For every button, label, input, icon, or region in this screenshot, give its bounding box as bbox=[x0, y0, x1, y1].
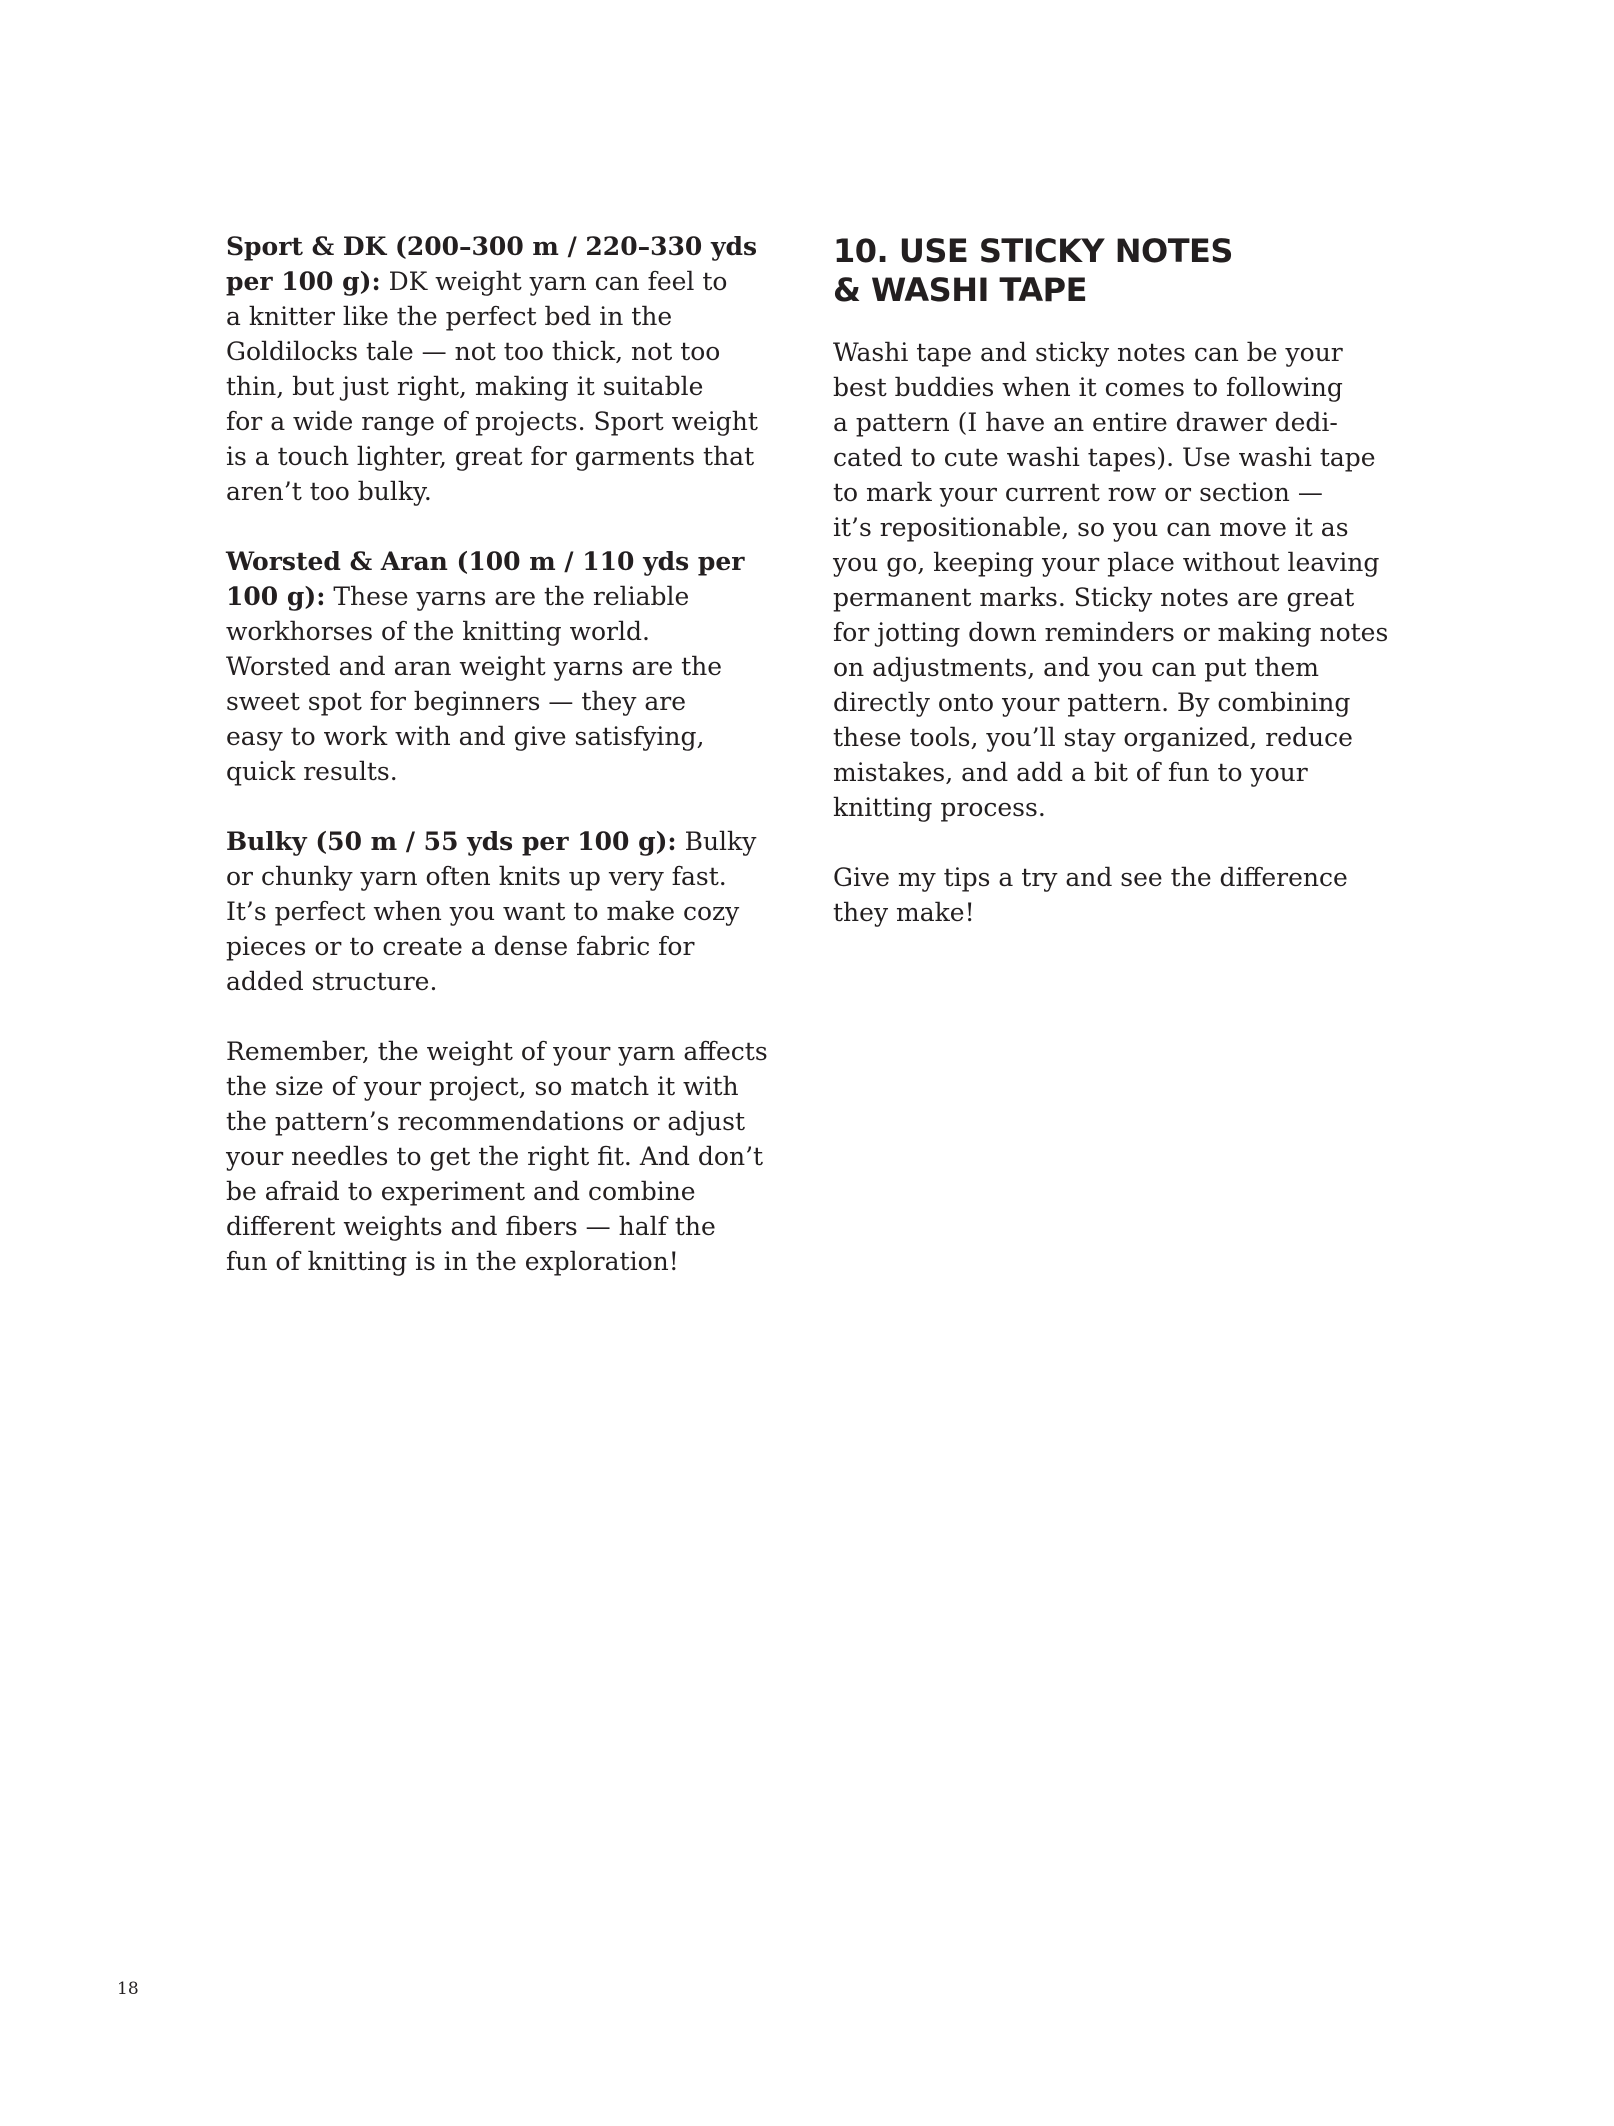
body-text: knitting process. bbox=[833, 793, 1046, 822]
body-text: These yarns are the reliable bbox=[325, 582, 690, 611]
body-text: to mark your current row or section — bbox=[833, 478, 1323, 507]
body-text: easy to work with and give satisfying, bbox=[226, 722, 705, 751]
body-text: thin, but just right, making it suitable bbox=[226, 372, 704, 401]
body-text: permanent marks. Sticky notes are great bbox=[833, 583, 1355, 612]
body-text: the size of your project, so match it with bbox=[226, 1072, 739, 1101]
text-line bbox=[833, 895, 1378, 930]
text-line bbox=[833, 685, 1378, 720]
text-line bbox=[226, 1139, 764, 1174]
bold-lead-text: Worsted & Aran (100 m / 110 yds per bbox=[226, 547, 745, 576]
text-line bbox=[833, 580, 1378, 615]
text-line bbox=[226, 649, 756, 684]
text-line bbox=[226, 859, 756, 894]
body-text: it’s repositionable, so you can move it as bbox=[833, 513, 1349, 542]
body-text: Remember, the weight of your yarn affects bbox=[226, 1037, 768, 1066]
body-text: is a touch lighter, great for garments that bbox=[226, 442, 755, 471]
body-text: Worsted and aran weight yarns are the bbox=[226, 652, 723, 681]
text-line bbox=[833, 720, 1378, 755]
text-line bbox=[226, 579, 756, 614]
paragraph-remember bbox=[226, 1034, 768, 1279]
text-line bbox=[226, 1209, 756, 1244]
text-line bbox=[226, 474, 756, 509]
text-line bbox=[833, 650, 1378, 685]
body-text: sweet spot for beginners — they are bbox=[226, 687, 687, 716]
text-line bbox=[833, 755, 1378, 790]
paragraph-closing bbox=[833, 860, 1378, 930]
text-line bbox=[226, 439, 756, 474]
text-line bbox=[226, 229, 756, 264]
text-line bbox=[226, 1174, 756, 1209]
text-line bbox=[833, 335, 1378, 370]
body-text: you go, keeping your place without leaving bbox=[833, 548, 1380, 577]
paragraph-sport-dk bbox=[226, 229, 756, 509]
body-text: best buddies when it comes to following bbox=[833, 373, 1343, 402]
text-line bbox=[833, 370, 1378, 405]
paragraph-washi-tape bbox=[833, 335, 1389, 825]
text-line bbox=[226, 1069, 756, 1104]
text-line bbox=[226, 684, 756, 719]
body-text: cated to cute washi tapes). Use washi tape bbox=[833, 443, 1376, 472]
text-line bbox=[833, 790, 1378, 825]
text-line bbox=[226, 1244, 756, 1279]
body-text: a pattern (I have an entire drawer dedi- bbox=[833, 408, 1338, 437]
body-text: Washi tape and sticky notes can be your bbox=[833, 338, 1343, 367]
text-line bbox=[226, 719, 756, 754]
bold-lead-text: per 100 g): bbox=[226, 267, 381, 296]
text-line bbox=[226, 754, 756, 789]
text-line bbox=[226, 299, 756, 334]
body-text: for jotting down reminders or making notes bbox=[833, 618, 1389, 647]
text-line bbox=[226, 404, 756, 439]
bold-lead-text: 100 g): bbox=[226, 582, 326, 611]
heading-line-1: 10. USE STICKY NOTES bbox=[833, 232, 1233, 270]
body-text: Goldilocks tale — not too thick, not too bbox=[226, 337, 721, 366]
bold-lead-text: Bulky (50 m / 55 yds per 100 g): bbox=[226, 827, 677, 856]
text-line bbox=[226, 264, 756, 299]
body-text: your needles to get the right fit. And don’t bbox=[226, 1142, 764, 1171]
text-line bbox=[833, 510, 1378, 545]
text-line bbox=[226, 1104, 756, 1139]
body-text: pieces or to create a dense fabric for bbox=[226, 932, 695, 961]
paragraph-worsted-aran bbox=[226, 544, 756, 789]
text-line bbox=[833, 545, 1378, 580]
page-number: 18 bbox=[117, 1979, 139, 1999]
body-text: mistakes, and add a bit of fun to your bbox=[833, 758, 1308, 787]
left-column bbox=[226, 229, 768, 1314]
body-text: a knitter like the perfect bed in the bbox=[226, 302, 673, 331]
text-line bbox=[833, 405, 1378, 440]
text-line bbox=[833, 860, 1378, 895]
text-line bbox=[226, 1034, 768, 1069]
text-line bbox=[833, 440, 1378, 475]
body-text: the pattern’s recommendations or adjust bbox=[226, 1107, 746, 1136]
body-text: these tools, you’ll stay organized, reduce bbox=[833, 723, 1353, 752]
text-line bbox=[226, 824, 756, 859]
section-heading bbox=[833, 232, 1378, 310]
body-text: or chunky yarn often knits up very fast. bbox=[226, 862, 727, 891]
text-line bbox=[226, 369, 756, 404]
body-text: Give my tips a try and see the difference bbox=[833, 863, 1348, 892]
text-line bbox=[226, 334, 756, 369]
body-text: It’s perfect when you want to make cozy bbox=[226, 897, 740, 926]
text-line bbox=[226, 894, 756, 929]
body-text: directly onto your pattern. By combining bbox=[833, 688, 1351, 717]
body-text: they make! bbox=[833, 898, 975, 927]
body-text: workhorses of the knitting world. bbox=[226, 617, 650, 646]
text-line bbox=[226, 964, 756, 999]
bold-lead-text: Sport & DK (200–300 m / 220–330 yds bbox=[226, 232, 758, 261]
heading-line-2: & WASHI TAPE bbox=[833, 271, 1087, 309]
text-line bbox=[226, 929, 756, 964]
text-line bbox=[833, 615, 1389, 650]
body-text: Bulky bbox=[676, 827, 757, 856]
body-text: for a wide range of projects. Sport weight bbox=[226, 407, 758, 436]
paragraph-bulky bbox=[226, 824, 756, 999]
body-text: on adjustments, and you can put them bbox=[833, 653, 1319, 682]
body-text: DK weight yarn can feel to bbox=[380, 267, 728, 296]
body-text: quick results. bbox=[226, 757, 398, 786]
text-line bbox=[226, 544, 756, 579]
body-text: aren’t too bulky. bbox=[226, 477, 432, 506]
right-column bbox=[833, 232, 1389, 965]
body-text: different weights and fibers — half the bbox=[226, 1212, 716, 1241]
body-text: fun of knitting is in the exploration! bbox=[226, 1247, 679, 1276]
body-text: added structure. bbox=[226, 967, 438, 996]
body-text: be afraid to experiment and combine bbox=[226, 1177, 696, 1206]
text-line bbox=[833, 475, 1378, 510]
text-line bbox=[226, 614, 756, 649]
